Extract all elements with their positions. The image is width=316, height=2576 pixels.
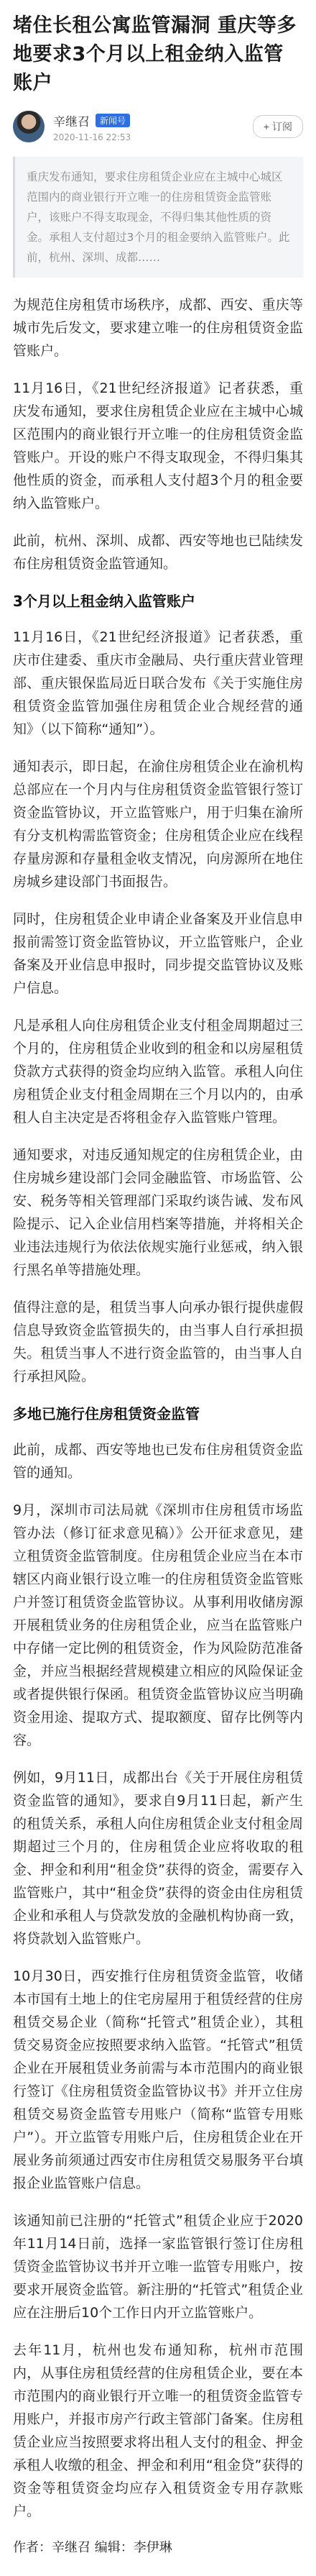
paragraph: 同时，住房租赁企业申请企业备案及开业信息申报前需签订资金监管协议，开立监管账户，企业备案及开业信息申报时，同步提交监管协议及账户信息。 (13, 911, 303, 996)
paragraph: 11月16日，《21世纪经济报道》记者获悉，重庆市住建委、重庆市金融局、央行重庆营业管理部、重庆银保监局近日联合发布《关于实施住房租赁资金监管加强住房租赁企业合规经营的通知》（以下简称“通知”）。 (13, 629, 303, 737)
paragraph: 通知表示，即日起，在渝住房租赁企业在渝机构总部应在一个月内与住房租赁资金监管银行签订资金监管协议，开立监管账户，用于归集在渝所有分支机构需监管资金；住房租赁企业应在线程存量房源和存量租金收支情况，向房源所在地住房城乡建设部门书面报告。 (13, 759, 303, 890)
paragraph: 此前，成都、西安等地也已发布住房租赁资金监管的通知。 (13, 1442, 303, 1481)
author-avatar[interactable] (13, 111, 45, 142)
author-badge: 新闻号 (96, 114, 130, 127)
paragraph: 凡是承租人向住房租赁企业支付租金周期超过三个月的，住房租赁企业收到的租金和以房屋租赁贷款方式获得的资金均应纳入监管。承租人向住房租赁企业支付租金周期在三个月以内的，由承租人自主决定是否将租金存入监管账户管理。 (13, 1018, 303, 1125)
paragraph: 例如，9月11日，成都出台《关于开展住房租赁资金监管的通知》，要求自9月11日起，新产生的租赁关系，承租人向住房租赁企业支付租金周期超过三个月的，住房租赁企业应将收取的租金、押金和利用“租金贷”获得的资金，需要存入监管账户，其中“租金贷”获得的资金由住房租赁企业和承租人与贷款发放的金融机构协商一致，将贷款划入监管账户。 (13, 1770, 303, 1947)
article-summary: 重庆发布通知，要求住房租赁企业应在主城中心城区范围内的商业银行开立唯一的住房租赁资金监管账户，该账户不得支取现金，不得归集其他性质的资金。承租人支付超过3个月的租金要纳入监管账户。此前，杭州、深圳、成都…… (13, 157, 303, 278)
paragraph: 去年11月，杭州也发布通知称，杭州市范围内，从事住房租赁经营的住房租赁企业，要在本市范围内的商业银行开立唯一的租赁资金监管专用账户，并报市房产行政主管部门备案。住房租赁企业应当按照要求将出租人支付的租金、押金承租人收缴的租金、押金和利用“租金贷”获得的资金等租赁资金均应存入租赁资金专用存款账户。 (13, 2342, 303, 2519)
paragraph: 通知要求，对违反通知规定的住房租赁企业，由住房城乡建设部门会同金融监管、市场监管、公安、税务等相关管理部门采取约谈告诫、发布风险提示、记入企业信用档案等措施，并将相关企业违法违规行为依法依规实施行业惩戒，纳入银行黑名单等措施处理。 (13, 1147, 303, 1278)
article-title: 堵住长租公寓监管漏洞 重庆等多地要求3个月以上租金纳入监管账户 (13, 14, 297, 94)
paragraph: 值得注意的是，租赁当事人向承办银行提供虚假信息导致资金监管损失的，由当事人自行承担损失。租赁当事人不进行资金监管的，由当事人自行承担风险。 (13, 1300, 303, 1384)
article-credits: 作者：辛继召 编辑：李伊琳 (13, 2540, 172, 2555)
paragraph: 11月16日，《21世纪经济报道》记者获悉，重庆发布通知，要求住房租赁企业应在主城中心城区范围内的商业银行开立唯一的住房租赁资金监管账户。开设的账户不得支取现金，不得归集其他性质的资金，而承租人支付超3个月的租金要纳入监管账户。 (13, 380, 303, 511)
paragraph: 10月30日，西安推行住房租赁资金监管，收储本市国有土地上的住宅房屋用于租赁经营的住房租赁交易企业（简称“托管式”租赁企业），其租赁交易资金应按照要求纳入监管。“托管式”租赁企业在开展租赁业务前需与本市范围内的商业银行签订《住房租赁资金监管协议书》并开立住房租赁交易资金监管专用账户（简称“监管专用账户”）。开立监管专用账户后，住房租赁企业在开展业务前须通过西安市住房租赁交易服务平台填报企业监管账户信息。 (13, 1968, 303, 2191)
author-name[interactable]: 辛继召 (53, 114, 90, 129)
paragraph: 为规范住房租赁市场秩序，成都、西安、重庆等城市先后发文，要求建立唯一的住房租赁资金监管账户。 (13, 297, 303, 359)
author-meta (53, 111, 253, 142)
follow-button[interactable]: + 订阅 (253, 115, 303, 138)
section-heading: 3个月以上租金纳入监管账户 (13, 593, 195, 610)
paragraph: 该通知前已注册的“托管式”租赁企业应于2020年11月14日前，选择一家监管银行签订住房租赁资金监管协议书并开立唯一监管专用账户，按要求开展资金监管。新注册的“托管式”租赁企业应在注册后10个工作日内开立监管账户。 (13, 2213, 303, 2321)
publish-time: 2020-11-16 22:53 (53, 132, 131, 142)
author-row (13, 111, 303, 142)
article-body (13, 293, 303, 2523)
paragraph: 9月，深圳市司法局就《深圳市住房租赁市场监管办法（修订征求意见稿）》公开征求意见，建立租赁资金监管制度。住房租赁企业应当在本市辖区内商业银行设立唯一的住房租赁资金监管账户并签订租赁资金监管协议。从事利用收储房源开展租赁业务的住房租赁企业，应当在监管账户中存储一定比例的租赁资金，作为风险防范准备金，并应当根据经营规模建立相应的风险保证金或者提供银行保函。租赁资金监管协议应当明确资金用途、提取方式、提取额度、留存比例等内容。 (13, 1502, 303, 1748)
section-heading: 多地已施行住房租赁资金监管 (13, 1405, 200, 1422)
author-line (53, 111, 253, 129)
paragraph: 此前，杭州、深圳、成都、西安等地也已陆续发布住房租赁资金监管通知。 (13, 533, 303, 572)
